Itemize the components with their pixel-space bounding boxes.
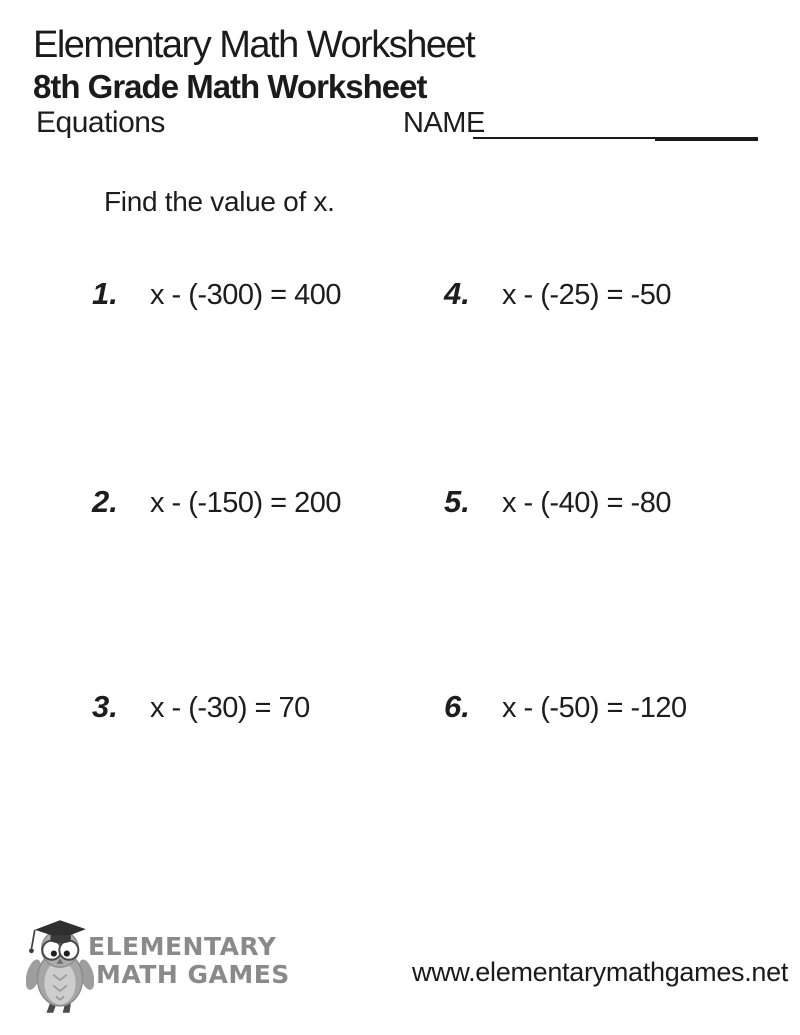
website-url: www.elementarymathgames.net (412, 957, 789, 987)
name-label: NAME (403, 107, 485, 139)
problem-number: 3. (92, 689, 118, 724)
problem-equation: x - (-40) = -80 (502, 487, 671, 519)
problem-4 (444, 276, 671, 312)
logo-text-elementary: ELEMENTARY (88, 932, 277, 961)
problem-equation: x - (-150) = 200 (150, 487, 342, 519)
worksheet-subtitle: 8th Grade Math Worksheet (33, 68, 427, 105)
logo-text-math-games: MATH GAMES (96, 960, 290, 989)
problem-3 (92, 689, 310, 725)
problem-number: 4. (444, 276, 470, 311)
worksheet-title: Elementary Math Worksheet (33, 24, 475, 66)
problem-equation: x - (-50) = -120 (502, 692, 687, 724)
problem-6 (444, 689, 687, 725)
problem-equation: x - (-300) = 400 (150, 279, 342, 311)
problem-number: 2. (92, 484, 118, 519)
worksheet-topic: Equations (36, 106, 165, 139)
problem-number: 1. (92, 276, 118, 311)
problem-5 (444, 484, 671, 520)
problem-number: 6. (444, 689, 470, 724)
problem-2 (92, 484, 341, 520)
owl-graduation-cap-icon (26, 918, 94, 1015)
problem-1 (92, 276, 341, 312)
instruction-text: Find the value of x. (104, 186, 335, 217)
problem-equation: x - (-25) = -50 (502, 279, 671, 311)
problem-equation: x - (-30) = 70 (150, 692, 310, 724)
name-blank-line-segment (655, 139, 758, 141)
problem-number: 5. (444, 484, 470, 519)
